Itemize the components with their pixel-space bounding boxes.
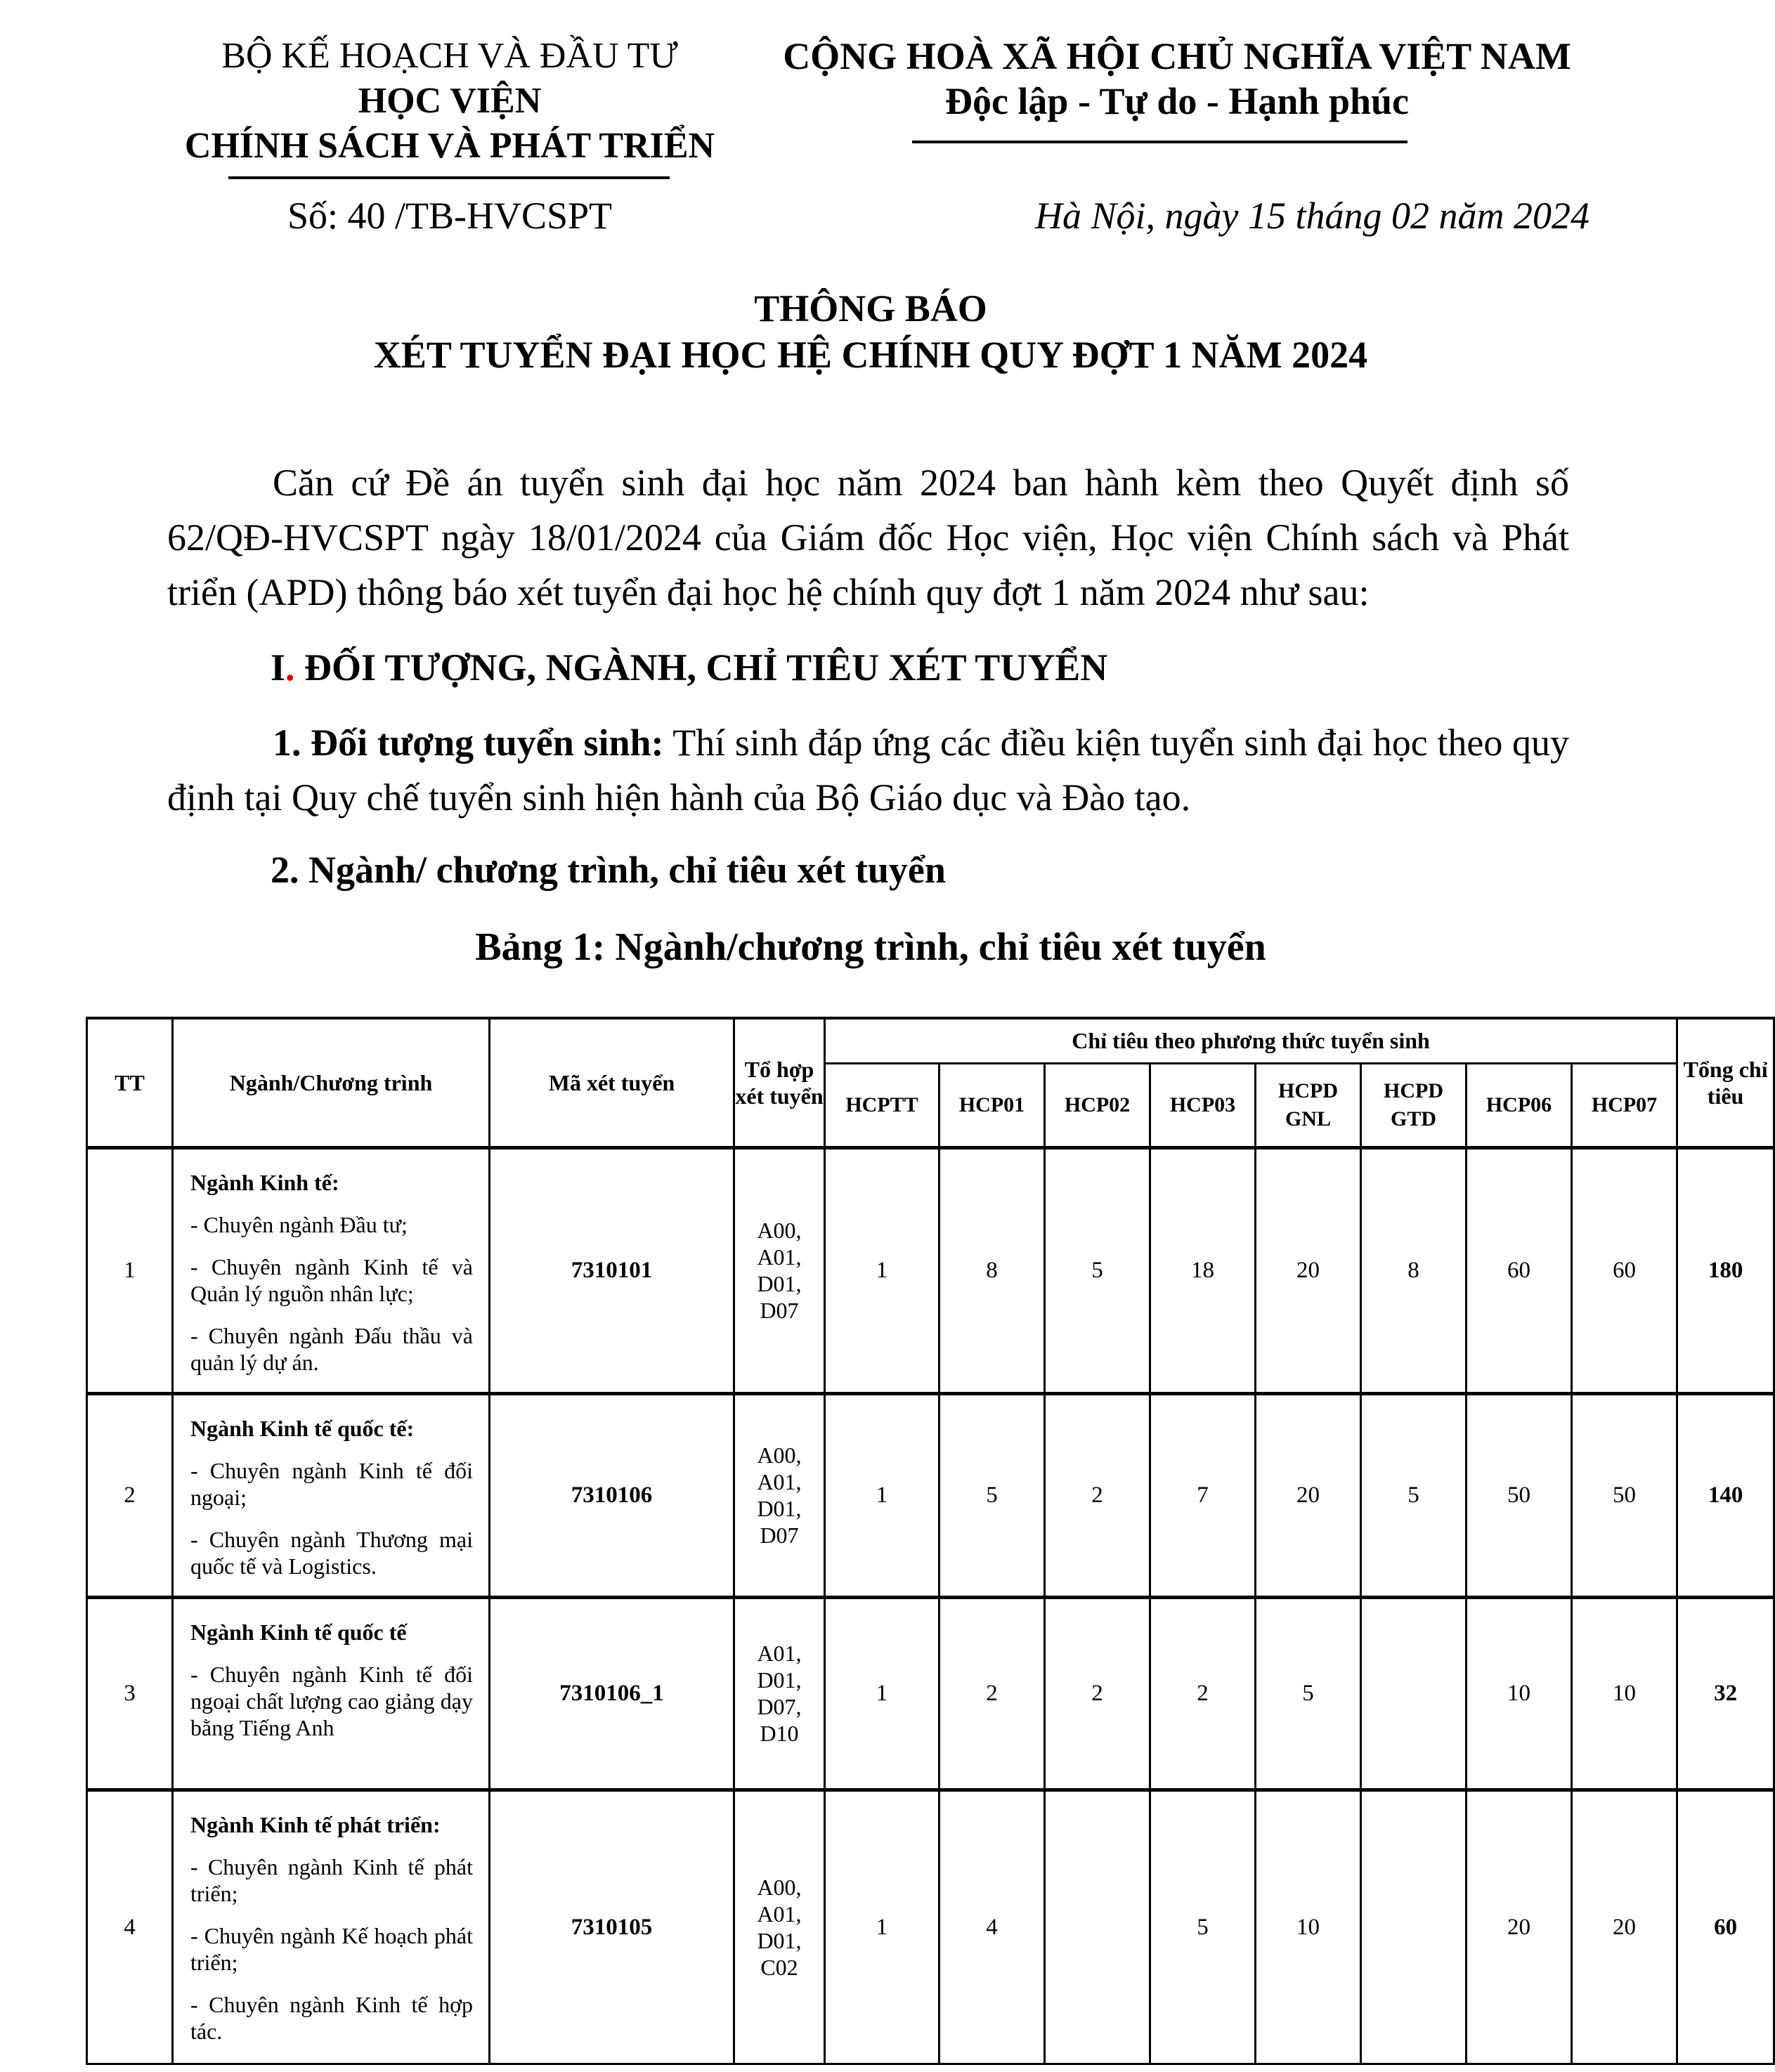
quota-cell: 8 (939, 1147, 1045, 1393)
row-combos (734, 1147, 825, 1393)
subject-combo: D07 (760, 1298, 799, 1323)
subsection-1-text: Thí sinh đáp ứng các điều kiện tuyển sinh đại học theo quy định tại Quy chế tuyển sinh hiện hành của Bộ Giáo dục và Đào tạo. (167, 722, 1569, 819)
subject-combo: A00, (757, 1218, 802, 1243)
header-combo: Tổ hợp xét tuyển (734, 1018, 825, 1147)
subject-combo: A01, (757, 1901, 802, 1927)
quota-cell: 2 (1150, 1597, 1256, 1790)
specialization: - Chuyên ngành Thương mại quốc tế và Logistics. (190, 1526, 473, 1579)
major-name: Ngành Kinh tế quốc tế (190, 1619, 407, 1645)
subject-combo: D10 (760, 1721, 799, 1746)
quota-cell: 60 (1572, 1147, 1677, 1393)
row-total: 180 (1677, 1147, 1774, 1393)
section-numeral-dot: . (285, 646, 295, 689)
quota-cell: 8 (1361, 1147, 1467, 1393)
quota-cell: 20 (1256, 1393, 1361, 1597)
section-heading-text: ĐỐI TƯỢNG, NGÀNH, CHỈ TIÊU XÉT TUYỂN (294, 646, 1108, 689)
document-subject-title: XÉT TUYỂN ĐẠI HỌC HỆ CHÍNH QUY ĐỢT 1 NĂM 2024 (373, 334, 1368, 376)
row-program (173, 1393, 490, 1597)
issuer-block (141, 34, 759, 169)
header-method: HCP06 (1467, 1063, 1572, 1147)
row-combos (734, 1597, 825, 1790)
specialization: - Chuyên ngành Kinh tế phát triển; (190, 1853, 473, 1906)
header-method: HCPTT (825, 1063, 939, 1147)
table-row (87, 1147, 1774, 1393)
row-program (173, 1790, 490, 2064)
specialization: - Chuyên ngành Kinh tế hợp tác. (190, 1991, 473, 2044)
subsection-1-paragraph (167, 715, 1569, 825)
national-header (773, 34, 1581, 124)
quota-cell (1361, 1597, 1467, 1790)
row-code: 7310106 (490, 1393, 734, 1597)
quota-cell: 2 (939, 1597, 1045, 1790)
row-program (173, 1147, 490, 1393)
table-caption: Bảng 1: Ngành/chương trình, chỉ tiêu xét tuyển (475, 925, 1266, 969)
quota-cell: 50 (1467, 1393, 1572, 1597)
header-method: HCP01 (939, 1063, 1045, 1147)
quota-cell: 7 (1150, 1393, 1256, 1597)
specialization: - Chuyên ngành Kinh tế đối ngoại chất lượng cao giảng dạy bằng Tiếng Anh (190, 1661, 473, 1740)
major-name: Ngành Kinh tế phát triển: (190, 1811, 441, 1837)
table-header-row (87, 1018, 1774, 1063)
quota-cell: 5 (939, 1393, 1045, 1597)
quota-cell: 60 (1467, 1147, 1572, 1393)
subject-combo: A01, (757, 1244, 802, 1270)
quota-cell: 1 (825, 1393, 939, 1597)
quota-cell (1045, 1790, 1150, 2064)
quota-cell: 10 (1572, 1597, 1677, 1790)
quota-cell: 1 (825, 1597, 939, 1790)
quota-cell: 5 (1045, 1147, 1150, 1393)
major-name: Ngành Kinh tế quốc tế: (190, 1415, 415, 1441)
quota-cell: 1 (825, 1147, 939, 1393)
intro-paragraph: Căn cứ Đề án tuyển sinh đại học năm 2024 ban hành kèm theo Quyết định số 62/QĐ-HVCSPT ngày 18/01/2024 của Giám đốc Học viện, Học viện Chính sách và Phát triển (APD) thông báo xét tuyển đại học hệ chính quy đợt 1 năm 2024 như sau: (167, 462, 1569, 613)
row-combos (734, 1393, 825, 1597)
subject-combo: D01, (757, 1667, 802, 1693)
row-combos (734, 1790, 825, 2064)
section-heading-I (271, 643, 1107, 692)
subject-combo: C02 (760, 1954, 798, 1980)
quota-cell: 4 (939, 1790, 1045, 2064)
header-method: HCPD GNL (1256, 1063, 1361, 1147)
document-type-title: THÔNG BÁO (754, 287, 987, 330)
quota-cell: 5 (1256, 1597, 1361, 1790)
header-code: Mã xét tuyển (490, 1018, 734, 1147)
quota-cell: 50 (1572, 1393, 1677, 1597)
header-total: Tổng chỉ tiêu (1677, 1018, 1774, 1147)
motto-underline (912, 141, 1407, 143)
row-program (173, 1597, 490, 1790)
issuer-underline (228, 176, 670, 179)
header-program: Ngành/Chương trình (173, 1018, 490, 1147)
quota-cell: 2 (1045, 1393, 1150, 1597)
subject-combo: D07, (757, 1694, 802, 1719)
table-row (87, 1393, 1774, 1597)
header-method: HCPD GTD (1361, 1063, 1467, 1147)
row-code: 7310106_1 (490, 1597, 734, 1790)
quota-table (86, 1017, 1775, 2065)
major-name: Ngành Kinh tế: (190, 1169, 339, 1195)
row-total: 60 (1677, 1790, 1774, 2064)
specialization: - Chuyên ngành Đấu thầu và quản lý dự án. (190, 1322, 473, 1375)
national-motto: Độc lập - Tự do - Hạnh phúc (944, 80, 1410, 122)
quota-cell: 20 (1572, 1790, 1677, 2064)
institution-name-line1: HỌC VIỆN (358, 81, 542, 121)
place-and-date: Hà Nội, ngày 15 tháng 02 năm 2024 (1035, 195, 1589, 237)
row-code: 7310101 (490, 1147, 734, 1393)
subject-combo: A00, (757, 1874, 802, 1900)
quota-cell: 2 (1045, 1597, 1150, 1790)
row-tt: 3 (87, 1597, 173, 1790)
quota-cell: 20 (1256, 1147, 1361, 1393)
row-tt: 1 (87, 1147, 173, 1393)
quota-cell: 5 (1150, 1790, 1256, 2064)
nation-name: CỘNG HOÀ XÃ HỘI CHỦ NGHĨA VIỆT NAM (783, 35, 1571, 77)
header-method: HCP07 (1572, 1063, 1677, 1147)
subsection-1-label: 1. Đối tượng tuyển sinh: (273, 722, 664, 764)
ministry-name: BỘ KẾ HOẠCH VÀ ĐẦU TƯ (221, 36, 678, 76)
specialization: - Chuyên ngành Kế hoạch phát triển; (190, 1922, 473, 1975)
table-row (87, 1597, 1774, 1790)
subject-combo: D01, (757, 1927, 802, 1953)
document-number: Số: 40 /TB-HVCSPT (287, 195, 613, 237)
quota-cell: 5 (1361, 1393, 1467, 1597)
specialization: - Chuyên ngành Kinh tế và Quản lý nguồn nhân lực; (190, 1253, 473, 1306)
subject-combo: D01, (757, 1271, 802, 1296)
subject-combo: A01, (757, 1469, 802, 1494)
specialization: - Chuyên ngành Kinh tế đối ngoại; (190, 1457, 473, 1510)
subsection-2-heading: 2. Ngành/ chương trình, chỉ tiêu xét tuyển (271, 849, 946, 891)
header-method: HCP02 (1045, 1063, 1150, 1147)
institution-name-line2: CHÍNH SÁCH VÀ PHÁT TRIỂN (184, 126, 715, 166)
section-numeral: I (271, 646, 286, 689)
row-code: 7310105 (490, 1790, 734, 2064)
quota-cell: 18 (1150, 1147, 1256, 1393)
quota-cell: 10 (1256, 1790, 1361, 2064)
subject-combo: D01, (757, 1496, 802, 1521)
header-method-group: Chỉ tiêu theo phương thức tuyển sinh (825, 1018, 1677, 1063)
table-body (87, 1147, 1774, 2064)
table-row (87, 1790, 1774, 2064)
quota-cell: 10 (1467, 1597, 1572, 1790)
subject-combo: A00, (757, 1442, 802, 1468)
quota-cell (1361, 1790, 1467, 2064)
row-tt: 2 (87, 1393, 173, 1597)
quota-cell: 1 (825, 1790, 939, 2064)
row-tt: 4 (87, 1790, 173, 2064)
row-total: 140 (1677, 1393, 1774, 1597)
specialization: - Chuyên ngành Đầu tư; (190, 1211, 408, 1237)
header-tt: TT (87, 1018, 173, 1147)
row-total: 32 (1677, 1597, 1774, 1790)
subject-combo: A01, (757, 1641, 802, 1666)
header-method: HCP03 (1150, 1063, 1256, 1147)
subject-combo: D07 (760, 1523, 799, 1548)
quota-cell: 20 (1467, 1790, 1572, 2064)
